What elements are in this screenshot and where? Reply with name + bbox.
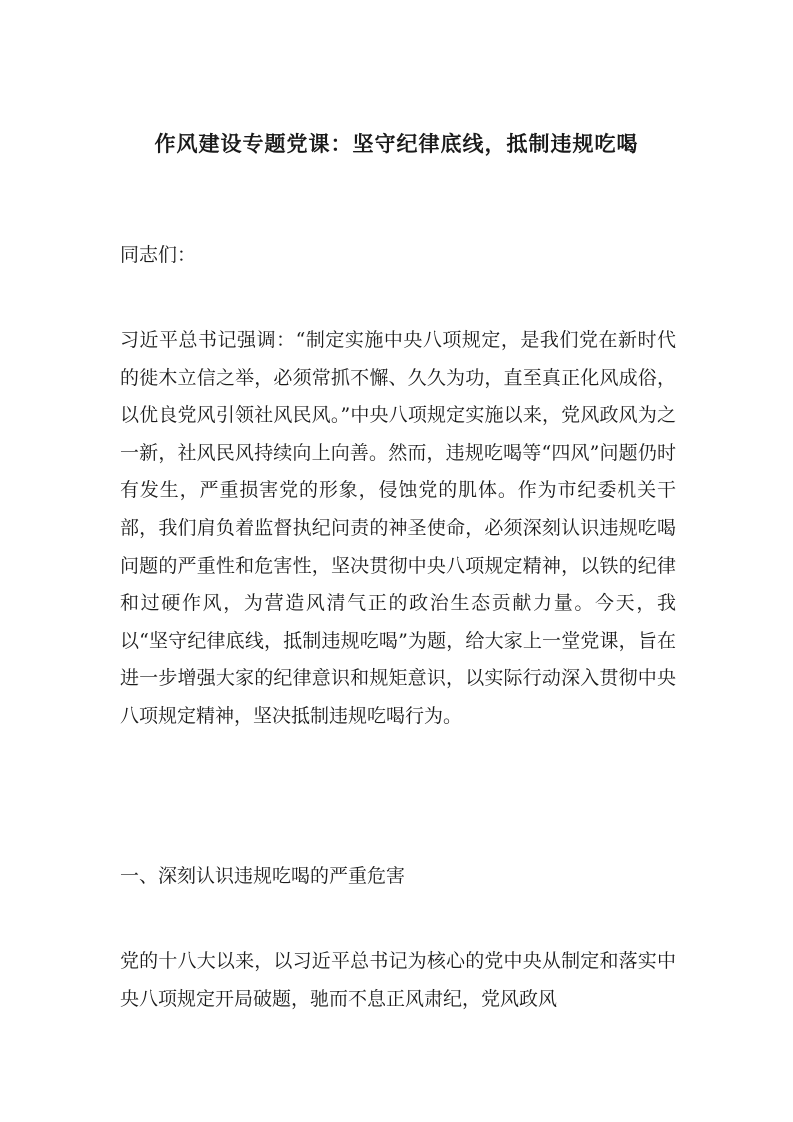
section-heading: 一、深刻认识违规吃喝的严重危害 xyxy=(120,865,406,887)
section-paragraph: 党的十八大以来，以习近平总书记为核心的党中央从制定和落实中央八项规定开局破题，驰而不息正风肃纪，党风政风 xyxy=(120,950,676,1010)
document-title: 作风建设专题党课：坚守纪律底线，抵制违规吃喝 xyxy=(154,131,639,156)
intro-paragraph: 习近平总书记强调：“制定实施中央八项规定，是我们党在新时代的徙木立信之举，必须常抓不懈、久久为功，直至真正化风成俗，以优良党风引领社风民风。”中央八项规定实施以来，党风政风为之一新，社风民风持续向上向善。然而，违规吃喝等“四风”问题仍时有发生，严重损害党的形象，侵蚀党的肌体。作为市纪委机关干部，我们肩负着监督执纪问责的神圣使命，必须深刻认识违规吃喝问题的严重性和危害性，坚决贯彻中央八项规定精神，以铁的纪律和过硬作风，为营造风清气正的政治生态贡献力量。今天，我以“坚守纪律底线，抵制违规吃喝”为题，给大家上一堂党课，旨在进一步增强大家的纪律意识和规矩意识，以实际行动深入贯彻中央八项规定精神，坚决抵制违规吃喝行为。 xyxy=(120,329,676,727)
salutation: 同志们： xyxy=(120,244,197,266)
